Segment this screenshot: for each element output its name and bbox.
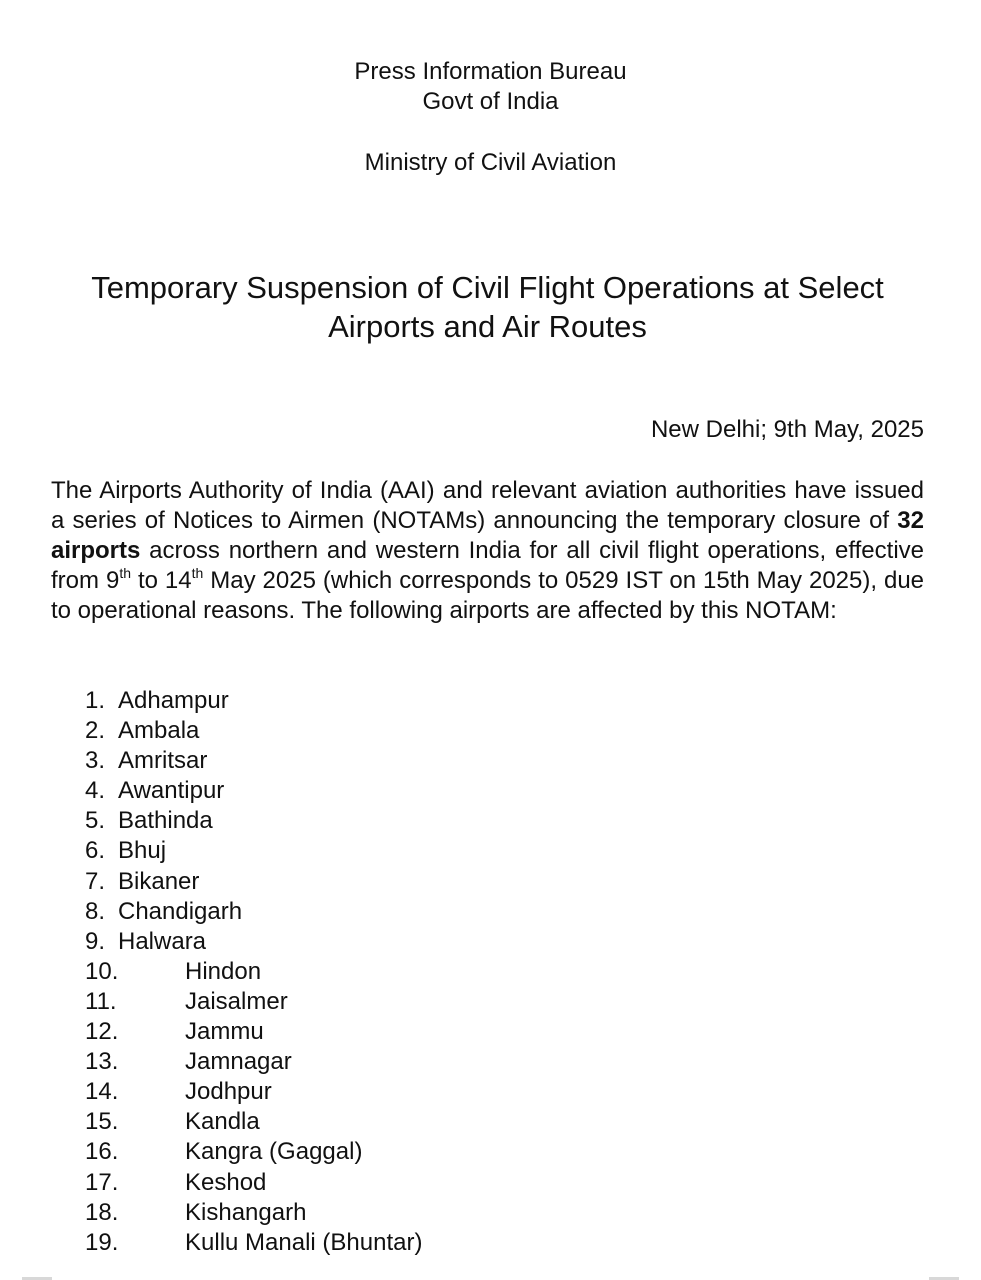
airport-name: Bikaner	[118, 867, 200, 895]
list-item	[0, 987, 600, 1017]
release-title-line-1: Temporary Suspension of Civil Flight Operations at Select	[91, 270, 884, 305]
list-item-number: 2.	[85, 717, 106, 745]
list-item-number: 11.	[85, 987, 117, 1015]
list-item-number: 4.	[85, 777, 106, 805]
airport-name: Kandla	[185, 1108, 260, 1136]
release-title-line-2: Airports and Air Routes	[328, 309, 647, 344]
airport-name: Amritsar	[118, 747, 208, 775]
airport-name: Ambala	[118, 717, 200, 745]
release-title	[40, 268, 935, 346]
government-name: Govt of India	[422, 88, 559, 115]
ministry-name: Ministry of Civil Aviation	[364, 149, 617, 176]
airport-name: Jamnagar	[185, 1048, 292, 1076]
paragraph-text-1: The Airports Authority of India (AAI) and relevant aviation authorities have issued a series of Notices to Airmen (NOTAMs) announcing the temporary closure of	[51, 477, 924, 534]
airport-name: Kangra (Gaggal)	[185, 1138, 363, 1166]
airport-name: Halwara	[118, 927, 207, 955]
dateline: New Delhi; 9th May, 2025	[650, 416, 924, 443]
list-item	[0, 836, 600, 866]
paragraph-text-2: across northern and western India for all civil flight operations, effective from 9	[51, 537, 924, 594]
list-item	[0, 746, 600, 776]
list-item-number: 3.	[85, 747, 106, 775]
list-item	[0, 776, 600, 806]
airport-name: Jodhpur	[185, 1078, 272, 1106]
list-item-number: 5.	[85, 807, 106, 835]
list-item-number: 7.	[85, 867, 106, 895]
list-item	[0, 1107, 600, 1137]
list-item-number: 15.	[85, 1108, 119, 1136]
airport-name: Bhuj	[118, 837, 167, 865]
airport-name: Chandigarh	[118, 897, 243, 925]
paragraph-text-3: to 14	[131, 567, 192, 594]
list-item	[0, 1168, 600, 1198]
airport-name: Keshod	[185, 1168, 267, 1196]
list-item	[0, 806, 600, 836]
airport-name: Jaisalmer	[185, 987, 288, 1015]
body-paragraph	[51, 476, 924, 626]
airport-list	[0, 686, 600, 1258]
list-item	[0, 1137, 600, 1167]
airport-name: Kullu Manali (Bhuntar)	[185, 1228, 423, 1256]
list-item-number: 19.	[85, 1228, 119, 1256]
bureau-name: Press Information Bureau	[354, 58, 627, 85]
airport-name: Kishangarh	[185, 1198, 307, 1226]
airport-count: 32 airports	[51, 507, 924, 564]
list-item-number: 14.	[85, 1078, 119, 1106]
list-item	[0, 1017, 600, 1047]
list-item	[0, 686, 600, 716]
airport-name: Jammu	[185, 1018, 264, 1046]
list-item	[0, 927, 600, 957]
list-item-number: 16.	[85, 1138, 119, 1166]
list-item-number: 13.	[85, 1048, 119, 1076]
list-item	[0, 897, 600, 927]
superscript-th-2: th	[191, 565, 204, 581]
list-item	[0, 1077, 600, 1107]
airport-name: Awantipur	[118, 777, 225, 805]
airport-name: Hindon	[185, 957, 262, 985]
list-item-number: 12.	[85, 1018, 119, 1046]
superscript-th-1: th	[119, 565, 131, 581]
list-item-number: 18.	[85, 1198, 119, 1226]
paragraph-text-4: May 2025 (which corresponds to 0529 IST on 15th May 2025), due to operational reasons. The following airports are affected by this NOTAM:	[51, 567, 925, 624]
list-item-number: 9.	[85, 927, 106, 955]
list-item	[0, 1198, 600, 1228]
list-item	[0, 957, 600, 987]
airport-name: Bathinda	[118, 807, 213, 835]
list-item	[0, 716, 600, 746]
list-item	[0, 867, 600, 897]
airport-name: Adhampur	[118, 687, 229, 714]
list-item-number: 17.	[85, 1168, 119, 1196]
list-item-number: 8.	[85, 897, 106, 925]
list-item-number: 1.	[85, 687, 106, 714]
list-item-number: 10.	[85, 957, 119, 985]
list-item	[0, 1047, 600, 1077]
list-item-number: 6.	[85, 837, 106, 865]
list-item	[0, 1228, 600, 1258]
